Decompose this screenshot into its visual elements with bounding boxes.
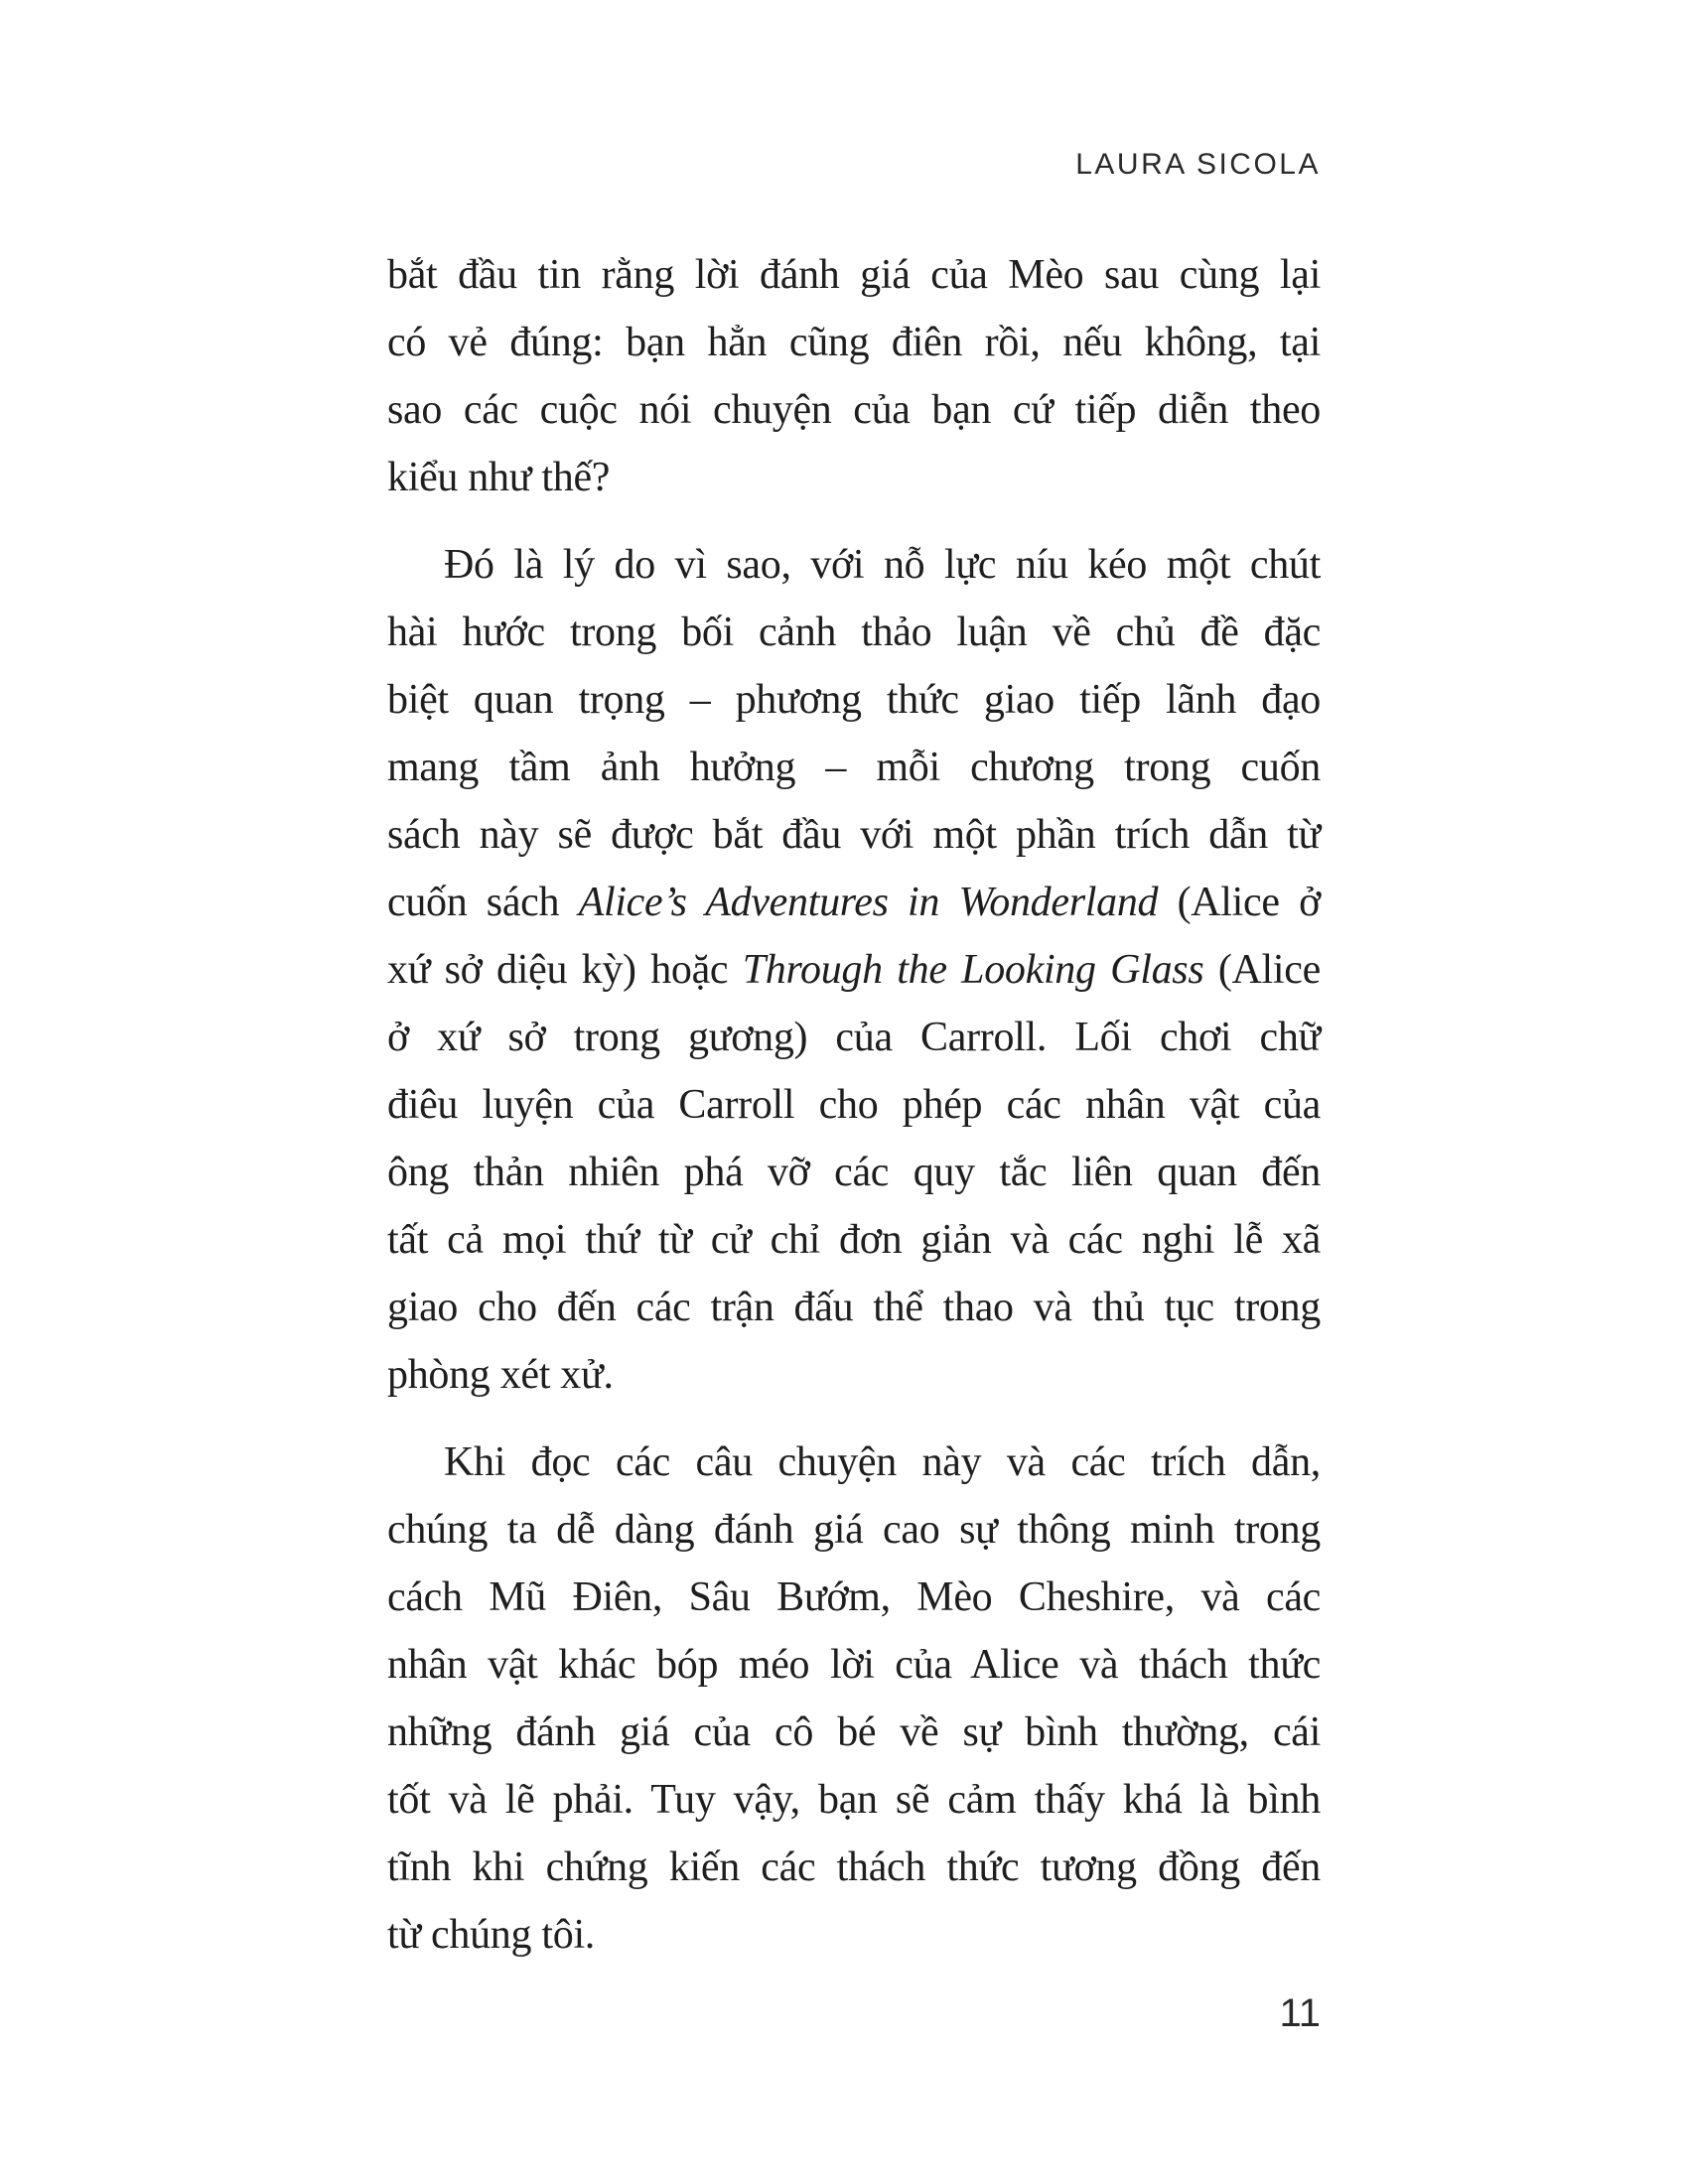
text-segment: tất cả mọi thứ từ cử chỉ đơn giản và các nghi lễ xã <box>387 1217 1321 1263</box>
text-segment: tĩnh khi chứng kiến các thách thức tương đồng đến <box>387 1844 1321 1890</box>
text-segment: chúng ta dễ dàng đánh giá cao sự thông minh trong <box>387 1507 1321 1553</box>
body-line <box>387 1004 1321 1071</box>
text-segment: có vẻ đúng: bạn hẳn cũng điên rồi, nếu không, tại <box>387 320 1321 365</box>
body-line <box>387 869 1321 936</box>
running-header: LAURA SICOLA <box>1075 148 1321 181</box>
text-segment: bắt đầu tin rằng lời đánh giá của Mèo sau cùng lại <box>387 252 1321 298</box>
body-line <box>387 1206 1321 1274</box>
page-number: 11 <box>1279 1991 1321 2035</box>
body-line <box>387 801 1321 869</box>
body-line <box>387 241 1321 309</box>
text-segment: ở xứ sở trong gương) của Carroll. Lối chơi chữ <box>387 1015 1321 1060</box>
text-segment: biệt quan trọng – phương thức giao tiếp lãnh đạo <box>387 677 1321 723</box>
text-segment: nhân vật khác bóp méo lời của Alice và thách thức <box>387 1642 1321 1688</box>
body-line <box>387 1834 1321 1901</box>
text-segment: giao cho đến các trận đấu thể thao và thủ tục trong <box>387 1285 1321 1330</box>
text-segment: phòng xét xử. <box>387 1352 614 1398</box>
body-line <box>387 1766 1321 1834</box>
body-line <box>387 1274 1321 1341</box>
paragraph <box>387 241 1321 511</box>
body-line <box>387 936 1321 1004</box>
text-segment: cuốn sách <box>387 880 579 925</box>
text-segment: từ chúng tôi. <box>387 1912 596 1958</box>
text-segment: ông thản nhiên phá vỡ các quy tắc liên quan đến <box>387 1150 1321 1195</box>
text-segment: mang tầm ảnh hưởng – mỗi chương trong cuốn <box>387 745 1321 790</box>
text-segment: (Alice ở <box>1158 880 1321 925</box>
body-line <box>387 376 1321 444</box>
text-segment: (Alice <box>1203 947 1321 993</box>
body-line <box>387 599 1321 666</box>
body-line <box>387 1139 1321 1206</box>
body-line <box>387 1071 1321 1139</box>
text-block <box>387 241 1321 1969</box>
text-segment: xứ sở diệu kỳ) hoặc <box>387 947 743 993</box>
text-segment: Đó là lý do vì sao, với nỗ lực níu kéo một chút <box>444 542 1321 588</box>
body-line <box>387 666 1321 734</box>
text-segment: sao các cuộc nói chuyện của bạn cứ tiếp diễn theo <box>387 387 1321 433</box>
body-line <box>387 531 1321 599</box>
italic-book-title: Alice’s Adventures in Wonderland <box>578 880 1159 925</box>
body-line <box>387 1631 1321 1699</box>
text-segment: điêu luyện của Carroll cho phép các nhân vật của <box>387 1082 1321 1128</box>
body-line <box>387 309 1321 376</box>
body-line <box>387 1496 1321 1564</box>
text-segment: cách Mũ Điên, Sâu Bướm, Mèo Cheshire, và các <box>387 1574 1321 1620</box>
text-segment: những đánh giá của cô bé về sự bình thường, cái <box>387 1709 1321 1755</box>
paragraph <box>387 1429 1321 1969</box>
body-line <box>387 444 1321 511</box>
text-segment: kiểu như thế? <box>387 455 611 500</box>
body-line <box>387 1564 1321 1631</box>
text-segment: hài hước trong bối cảnh thảo luận về chủ đề đặc <box>387 610 1321 655</box>
body-line <box>387 1341 1321 1409</box>
text-segment: tốt và lẽ phải. Tuy vậy, bạn sẽ cảm thấy khá là bình <box>387 1777 1321 1823</box>
text-segment: Khi đọc các câu chuyện này và các trích dẫn, <box>444 1439 1321 1485</box>
body-line <box>387 734 1321 801</box>
paragraph <box>387 531 1321 1409</box>
italic-book-title: Through the Looking Glass <box>742 947 1204 993</box>
body-line <box>387 1429 1321 1496</box>
body-line <box>387 1901 1321 1969</box>
body-line <box>387 1699 1321 1766</box>
text-segment: sách này sẽ được bắt đầu với một phần trích dẫn từ <box>387 812 1321 858</box>
